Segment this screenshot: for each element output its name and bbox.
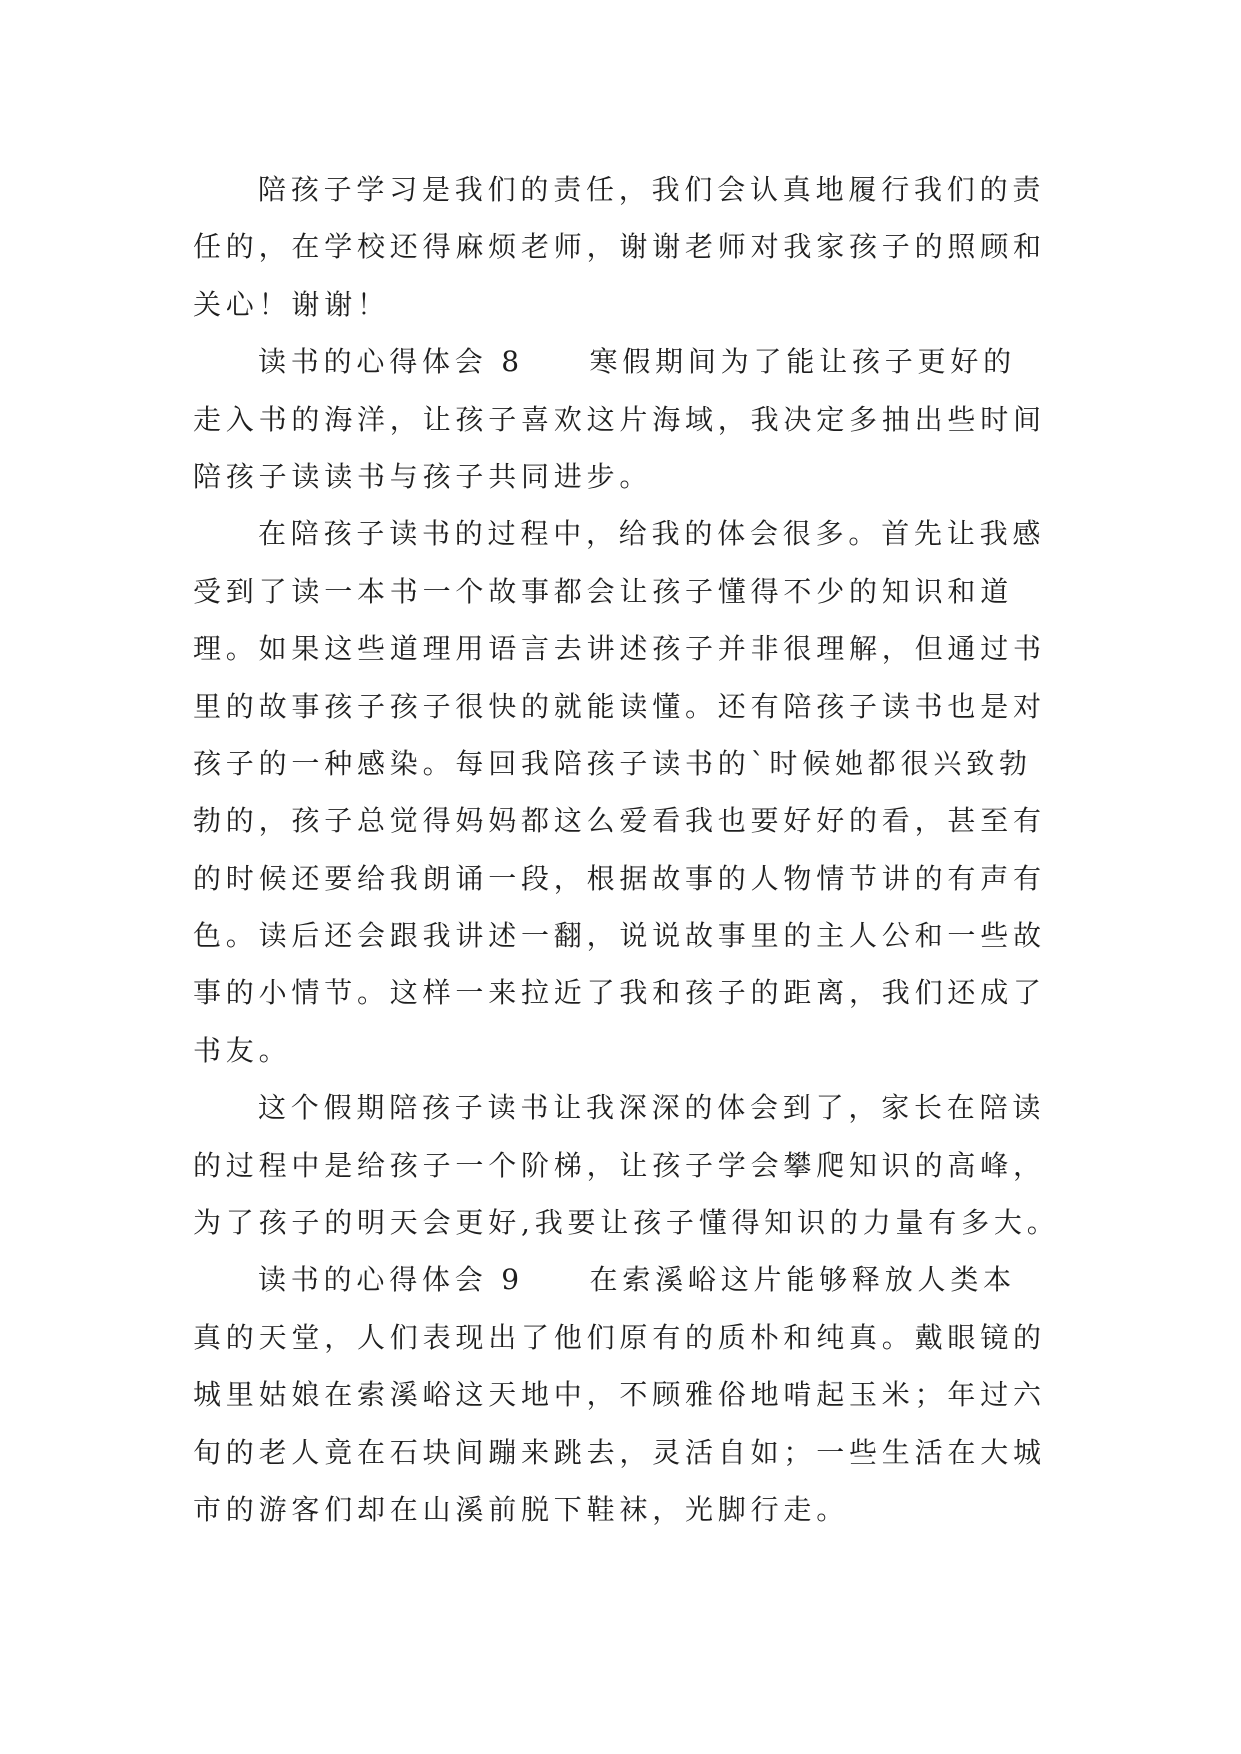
text-line: 的过程中是给孩子一个阶梯，让孩子学会攀爬知识的高峰， [193, 1148, 1046, 1182]
text-line: 陪孩子学习是我们的责任，我们会认真地履行我们的责 [258, 173, 1046, 206]
text-line: 色。读后还会跟我讲述一翻，说说故事里的主人公和一些故 [193, 919, 1046, 953]
text-line: 事的小情节。这样一来拉近了我和孩子的距离，我们还成了 [193, 976, 1046, 1010]
text-line: 勃的，孩子总觉得妈妈都这么爱看我也要好好的看，甚至有 [193, 804, 1046, 838]
text-line: 这个假期陪孩子读书让我深深的体会到了，家长在陪读 [258, 1091, 1046, 1125]
paragraph [193, 505, 1093, 1079]
text-line: 书友。 [193, 1033, 292, 1067]
text-line: 关心！谢谢！ [193, 287, 390, 321]
text-line: 任的，在学校还得麻烦老师，谢谢老师对我家孩子的照顾和 [193, 230, 1046, 264]
text-line: 在陪孩子读书的过程中，给我的体会很多。首先让我感 [258, 517, 1046, 551]
text-line: 真的天堂，人们表现出了他们原有的质朴和纯真。戴眼镜的 [193, 1320, 1046, 1354]
paragraph [193, 333, 1093, 505]
paragraph [193, 1251, 1093, 1538]
text-line: 的时候还要给我朗诵一段，根据故事的人物情节讲的有声有 [193, 861, 1046, 895]
text-line: 陪孩子读读书与孩子共同进步。 [193, 459, 653, 493]
text-line: 读书的心得体会 8 寒假期间为了能让孩子更好的 [258, 345, 1016, 379]
text-line: 理。如果这些道理用语言去讲述孩子并非很理解，但通过书 [193, 632, 1046, 666]
text-line: 为了孩子的明天会更好,我要让孩子懂得知识的力量有多大。 [193, 1206, 1060, 1240]
text-line: 市的游客们却在山溪前脱下鞋袜，光脚行走。 [193, 1492, 850, 1526]
paragraph [193, 1079, 1093, 1251]
text-line: 里的故事孩子孩子很快的就能读懂。还有陪孩子读书也是对 [193, 689, 1046, 723]
text-line: 受到了读一本书一个故事都会让孩子懂得不少的知识和道 [193, 574, 1014, 608]
document-body [193, 161, 1093, 1538]
paragraph [193, 161, 1093, 333]
text-line: 走入书的海洋，让孩子喜欢这片海域，我决定多抽出些时间 [193, 402, 1046, 436]
text-line: 城里姑娘在索溪峪这天地中，不顾雅俗地啃起玉米；年过六 [193, 1378, 1046, 1412]
text-line: 旬的老人竟在石块间蹦来跳去，灵活自如；一些生活在大城 [193, 1435, 1046, 1469]
text-line: 读书的心得体会 9 在索溪峪这片能够释放人类本 [258, 1263, 1016, 1297]
text-line: 孩子的一种感染。每回我陪孩子读书的`时候她都很兴致勃 [193, 746, 1032, 780]
